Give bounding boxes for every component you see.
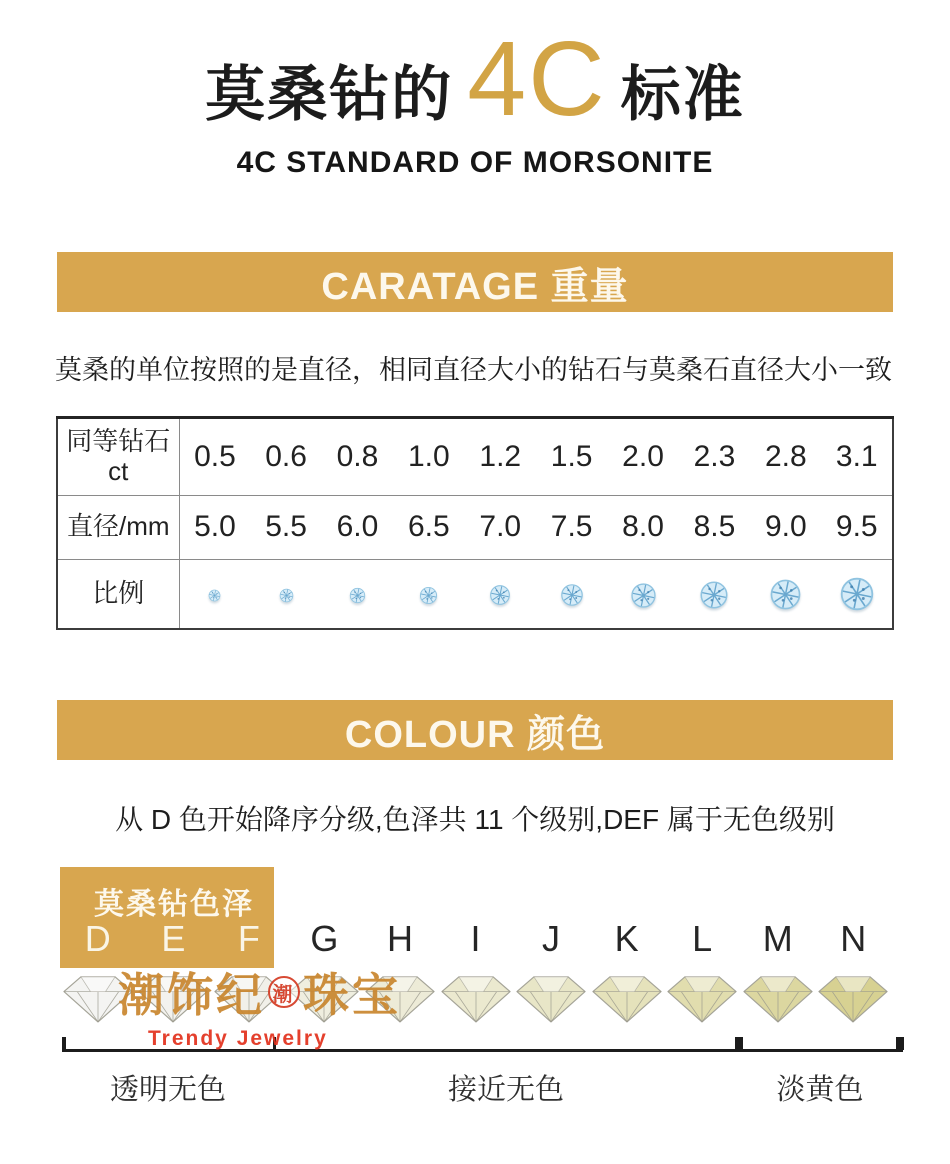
scale-tick — [735, 1037, 743, 1050]
grade-letter-n: N — [840, 918, 867, 960]
proportion-diamond-icon — [179, 559, 250, 629]
diameter-value: 7.0 — [479, 510, 522, 544]
table-row-proportion — [57, 559, 893, 629]
row-header-proportion: 比例 — [57, 559, 179, 629]
grade-letter-f: F — [237, 918, 260, 960]
watermark-en: Trendy Jewelry — [148, 1027, 328, 1051]
grade-letter-h: H — [386, 918, 413, 960]
row-header-carat — [57, 417, 179, 495]
carat-value: 0.6 — [265, 439, 307, 473]
table-row-carat — [57, 417, 893, 495]
title-prefix: 莫桑钻的 — [205, 61, 454, 128]
proportion-diamond-icon — [750, 559, 821, 629]
diameter-value: 8.5 — [693, 510, 736, 544]
caratage-banner-label: CARATAGE 重量 — [321, 265, 629, 308]
table-row-diameter — [57, 495, 893, 559]
grade-diamond-icon — [589, 973, 665, 1027]
grade-diamond-icon — [740, 973, 816, 1027]
carat-value: 2.0 — [622, 439, 664, 473]
grade-diamond-icon — [815, 973, 891, 1027]
carat-value: 1.0 — [408, 439, 450, 473]
grade-letter-j: J — [542, 918, 561, 960]
carat-value: 0.8 — [336, 439, 379, 473]
scale-label-colorless: 透明无色 — [109, 1074, 227, 1107]
carat-value: 2.8 — [764, 439, 807, 473]
grade-letter-g: G — [310, 918, 339, 960]
carat-value: 0.5 — [194, 439, 236, 473]
grade-letter-e: E — [161, 918, 186, 960]
page-title — [0, 20, 950, 142]
page-subtitle: 4C STANDARD OF MORSONITE — [236, 146, 714, 179]
diameter-value: 5.0 — [194, 510, 236, 544]
grade-letters-row — [60, 917, 891, 961]
proportion-diamond-icon — [250, 559, 321, 629]
caratage-table — [56, 416, 894, 631]
grade-letter-d: D — [84, 918, 111, 960]
colour-banner — [57, 700, 893, 760]
proportion-diamond-icon — [679, 559, 750, 629]
grade-letter-l: L — [692, 918, 713, 960]
scale-label-light-yellow: 淡黄色 — [776, 1074, 864, 1107]
diameter-value: 5.5 — [265, 510, 307, 544]
colour-description: 从 D 色开始降序分级,色泽共 11 个级别,DEF 属于无色级别 — [115, 804, 835, 836]
diameter-value: 7.5 — [550, 510, 593, 544]
title-suffix: 标准 — [620, 61, 745, 128]
diameter-value: 8.0 — [622, 510, 664, 544]
proportion-diamond-icon — [822, 559, 893, 629]
title-4c-highlight: 4C — [467, 20, 607, 138]
row-header-carat-line2: ct — [108, 455, 129, 486]
watermark-cn-left: 潮饰纪 — [118, 969, 265, 1022]
scale-tick — [62, 1037, 66, 1050]
carat-value: 1.5 — [550, 439, 593, 473]
proportion-diamond-icon — [607, 559, 678, 629]
scale-label-near-colorless: 接近无色 — [447, 1074, 565, 1107]
diameter-value: 6.5 — [408, 510, 450, 544]
caratage-banner — [57, 252, 893, 312]
row-header-diameter: 直径/mm — [57, 495, 179, 559]
grade-letter-k: K — [614, 918, 639, 960]
diameter-value: 9.5 — [835, 510, 878, 544]
brand-watermark — [118, 959, 401, 1051]
grade-diamond-icon — [438, 973, 514, 1027]
grade-letter-m: M — [762, 918, 793, 960]
grade-letter-i: I — [470, 918, 481, 960]
brand-watermark-cn — [118, 959, 401, 1025]
caratage-description: 莫桑的单位按照的是直径，相同直径大小的钻石与莫桑石直径大小一致 — [55, 355, 892, 385]
proportion-diamond-icon — [536, 559, 607, 629]
proportion-diamond-icon — [322, 559, 393, 629]
carat-value: 2.3 — [693, 439, 736, 473]
page-header — [0, 0, 950, 180]
diameter-value: 9.0 — [764, 510, 807, 544]
colour-banner-label: COLOUR 颜色 — [344, 713, 606, 756]
carat-value: 1.2 — [479, 439, 522, 473]
proportion-diamond-icon — [465, 559, 536, 629]
grade-box-label: 莫桑钻色泽 — [94, 888, 254, 922]
brand-stamp-icon: 潮 — [268, 976, 300, 1008]
proportion-diamond-icon — [393, 559, 464, 629]
scale-tick — [896, 1037, 904, 1050]
grade-diamond-icon — [513, 973, 589, 1027]
watermark-cn-right: 珠宝 — [303, 969, 401, 1022]
row-header-carat-line1: 同等钻石 — [66, 425, 171, 456]
diameter-value: 6.0 — [336, 510, 379, 544]
grade-diamond-icon — [664, 973, 740, 1027]
carat-value: 3.1 — [835, 439, 878, 473]
colour-grade-chart — [0, 867, 950, 1123]
